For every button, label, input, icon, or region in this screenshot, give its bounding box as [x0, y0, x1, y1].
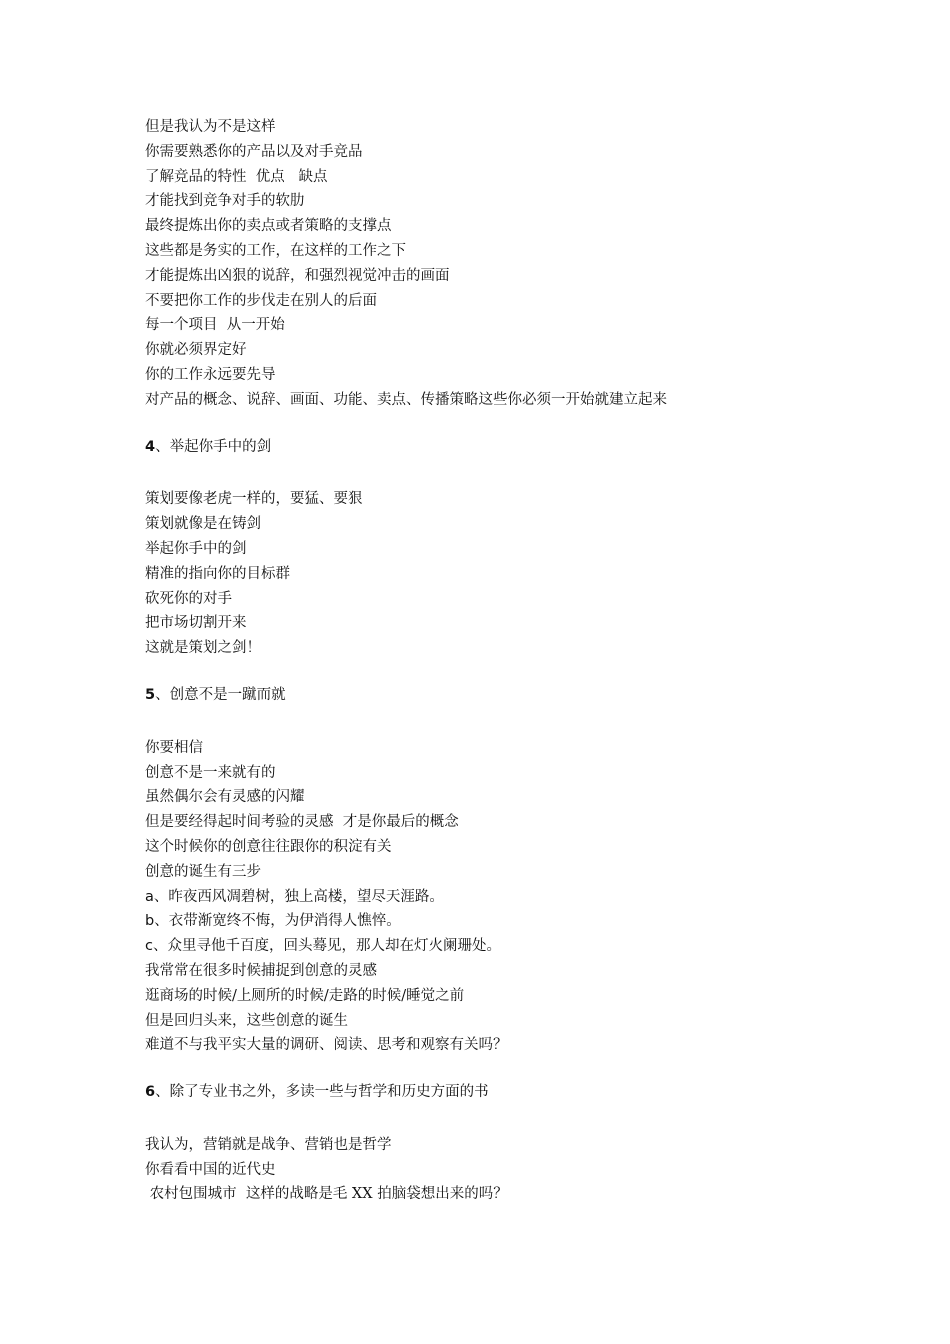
- heading-title: 、举起你手中的剑: [155, 438, 272, 455]
- step-text: 、众里寻他千百度，回头蓦见，那人却在灯火阑珊处。: [152, 938, 501, 955]
- paragraph-line: 但是要经得起时间考验的灵感 才是你最后的概念: [145, 814, 459, 831]
- section-5-body: [145, 736, 905, 1058]
- paragraph-line: 最终提炼出你的卖点或者策略的支撑点: [145, 218, 392, 235]
- paragraph-line: 了解竞品的特性 优点 缺点: [145, 168, 328, 185]
- step-letter: b: [145, 913, 155, 930]
- heading-number: 6: [145, 1084, 156, 1101]
- paragraph-line: 逛商场的时候/上厕所的时候/走路的时候/睡觉之前: [145, 987, 465, 1004]
- paragraph-line: 对产品的概念、说辞、画面、功能、卖点、传播策略这些你必须一开始就建立起来: [145, 391, 667, 408]
- paragraph-line: 策划就像是在铸剑: [145, 516, 261, 533]
- paragraph-line: 农村包围城市 这样的战略是毛 XX 拍脑袋想出来的吗？: [145, 1186, 508, 1203]
- heading-title: 、除了专业书之外，多读一些与哲学和历史方面的书: [155, 1084, 489, 1101]
- paragraph-line: 你的工作永远要先导: [145, 366, 276, 383]
- paragraph-line: 你看看中国的近代史: [145, 1161, 276, 1178]
- paragraph-line: 你需要熟悉你的产品以及对手竞品: [145, 143, 363, 160]
- section-6-body: [145, 1133, 905, 1207]
- heading-number: 4: [145, 438, 156, 455]
- paragraph-line: 创意不是一来就有的: [145, 764, 276, 781]
- paragraph-line: 我认为，营销就是战争、营销也是哲学: [145, 1136, 392, 1153]
- paragraph-line: 但是回归头来，这些创意的诞生: [145, 1012, 348, 1029]
- paragraph-line: 精准的指向你的目标群: [145, 565, 290, 582]
- paragraph-line: 把市场切割开来: [145, 615, 247, 632]
- step-line-a: [145, 885, 905, 910]
- paragraph-line: 你就必须界定好: [145, 342, 247, 359]
- paragraph-line: 举起你手中的剑: [145, 540, 247, 557]
- step-line-b: [145, 909, 905, 934]
- step-letter: a: [145, 888, 154, 905]
- paragraph-line: 这个时候你的创意往往跟你的积淀有关: [145, 838, 392, 855]
- paragraph-line: 难道不与我平实大量的调研、阅读、思考和观察有关吗？: [145, 1037, 508, 1054]
- paragraph-line: 这就是策划之剑！: [145, 640, 261, 657]
- section-4-body: [145, 487, 905, 661]
- step-letter: c: [145, 938, 153, 955]
- paragraph-line: 创意的诞生有三步: [145, 863, 261, 880]
- paragraph-line: 不要把你工作的步伐走在别人的后面: [145, 292, 377, 309]
- heading-title: 、创意不是一蹴而就: [155, 686, 286, 703]
- paragraph-line: 才能找到竞争对手的软肋: [145, 193, 305, 210]
- section-5-heading: [145, 683, 905, 708]
- paragraph-line: 才能提炼出凶狠的说辞，和强烈视觉冲击的画面: [145, 267, 450, 284]
- paragraph-line: 砍死你的对手: [145, 590, 232, 607]
- paragraph-line: 每一个项目 从一开始: [145, 317, 285, 334]
- step-line-c: [145, 934, 905, 959]
- paragraph-line: 我常常在很多时候捕捉到创意的灵感: [145, 962, 377, 979]
- paragraph-line: 但是我认为不是这样: [145, 119, 276, 135]
- paragraph-line: 虽然偶尔会有灵感的闪耀: [145, 789, 305, 806]
- section-4-heading: [145, 435, 905, 460]
- section-3-tail: [145, 115, 905, 413]
- step-text: 、昨夜西风凋碧树，独上高楼，望尽天涯路。: [153, 888, 444, 905]
- paragraph-line: 这些都是务实的工作，在这样的工作之下: [145, 242, 406, 259]
- paragraph-line: 你要相信: [145, 739, 203, 756]
- heading-number: 5: [145, 686, 156, 703]
- paragraph-line: 策划要像老虎一样的，要猛、要狠: [145, 491, 363, 508]
- section-6-heading: [145, 1080, 905, 1105]
- document-body: [145, 115, 905, 1207]
- step-text: 、衣带渐宽终不悔，为伊消得人憔悴。: [154, 913, 401, 930]
